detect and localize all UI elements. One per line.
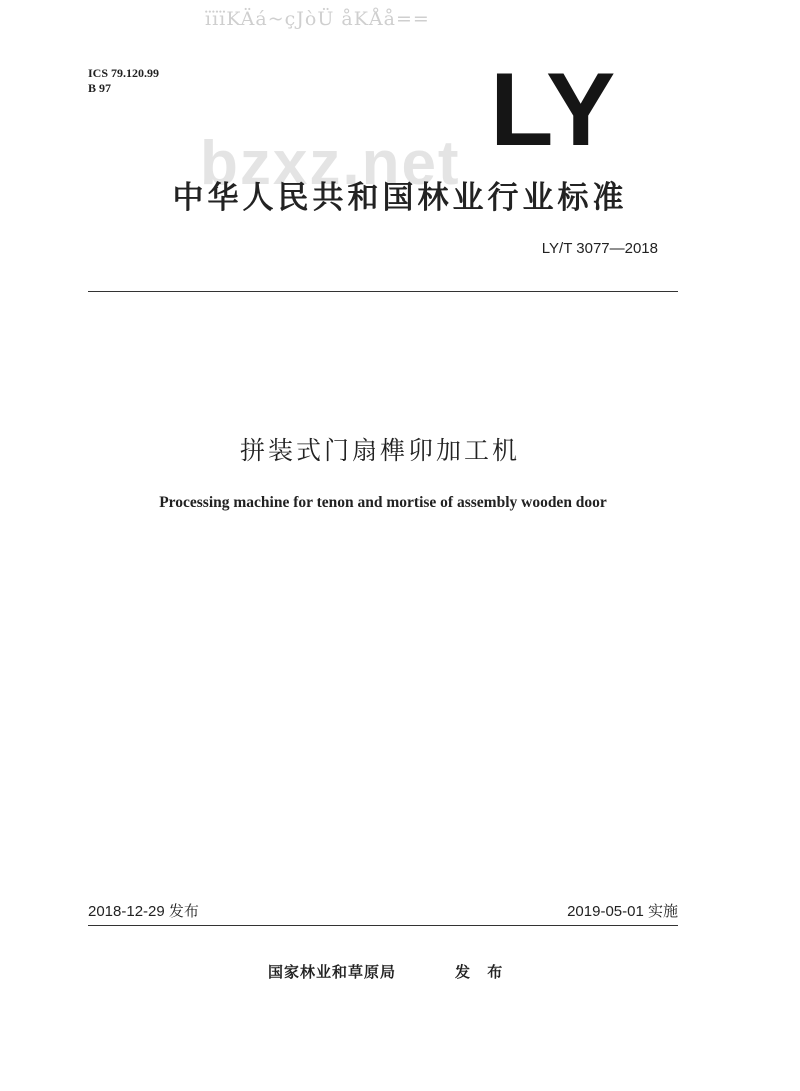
watermark: bzxz.net <box>200 129 461 198</box>
standard-code-logo: LY <box>490 52 618 168</box>
issue-date: 2018-12-29 发布 <box>88 903 199 920</box>
document-title-cn: 拼装式门扇榫卯加工机 <box>239 436 520 465</box>
classification-block <box>88 66 159 96</box>
implementation-date: 2019-05-01 实施 <box>567 903 678 920</box>
publish-label: 发 布 <box>455 963 509 981</box>
garbled-header-text: ïïïKÄá~çJòÜ åKÅå== <box>205 8 430 30</box>
issuing-authority: 国家林业和草原局 <box>268 963 397 981</box>
ics-code: ICS 79.120.99 <box>88 66 160 80</box>
standard-number: LY/T 3077—2018 <box>541 240 658 257</box>
top-divider <box>88 291 678 292</box>
standard-category-title: 中华人民共和国林业行业标准 <box>172 180 628 216</box>
document-title-en: Processing machine for tenon and mortise of assembly wooden door <box>159 494 607 511</box>
ccs-code: B 97 <box>88 81 112 95</box>
bottom-divider <box>88 925 678 926</box>
